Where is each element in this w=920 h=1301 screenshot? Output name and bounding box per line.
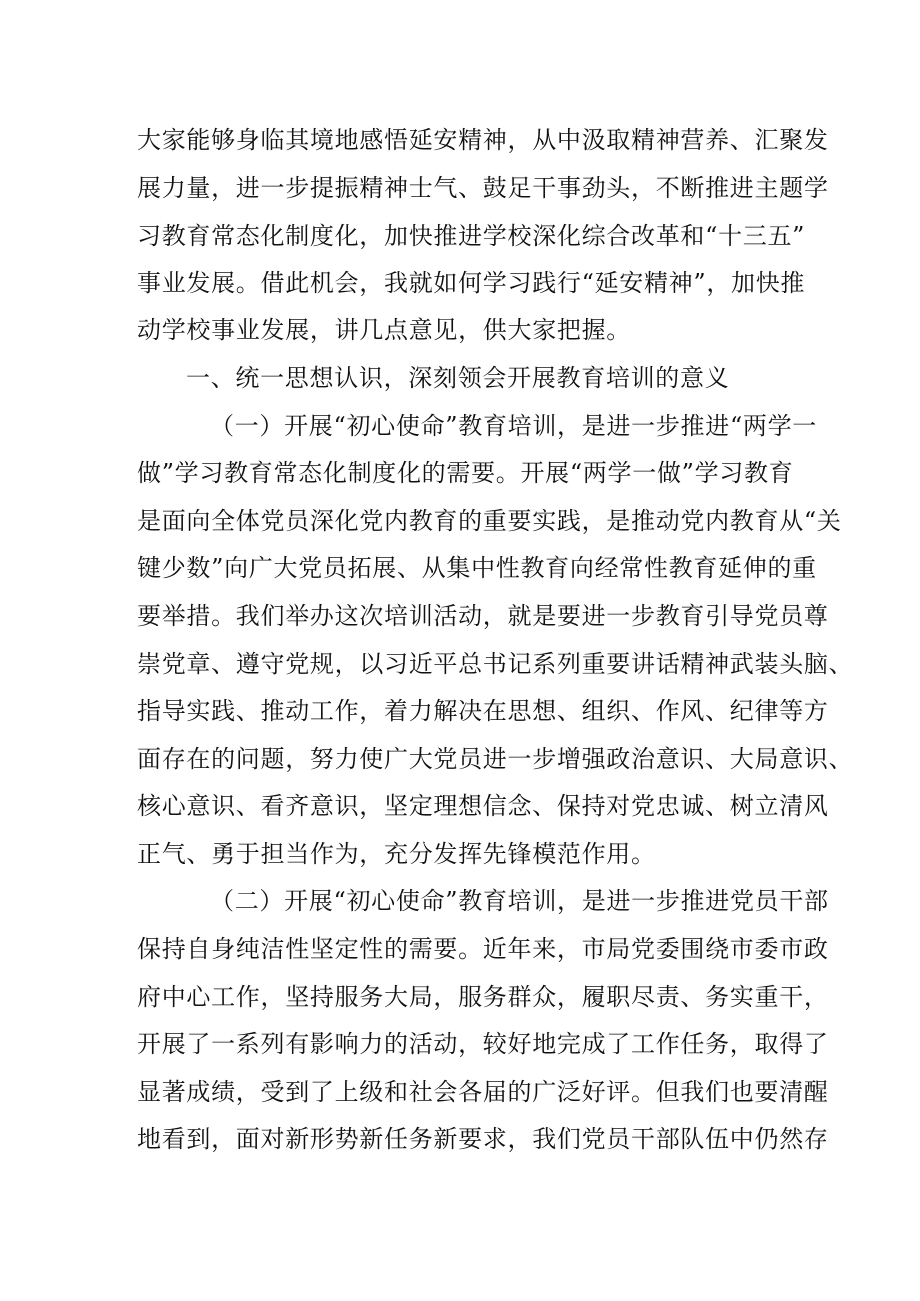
body-text-line: 要举措。我们举办这次培训活动，就是要进一步教育引导党员尊 — [137, 602, 829, 630]
body-text-line: 习教育常态化制度化，加快推进学校深化综合改革和“十三五” — [137, 222, 806, 250]
body-text-line: 键少数”向广大党员拓展、从集中性教育向经常性教育延伸的重 — [137, 554, 817, 582]
body-text-line: 地看到，面对新形势新任务新要求，我们党员干部队伍中仍然存 — [137, 1125, 829, 1153]
subsection-heading-line: （二）开展“初心使命”教育培训，是进一步推进党员干部 — [210, 887, 829, 915]
body-text-line: 府中心工作，坚持服务大局，服务群众，履职尽责、务实重干， — [137, 983, 829, 1011]
body-text-line: 核心意识、看齐意识，坚定理想信念、保持对党忠诚、树立清风 — [137, 792, 829, 820]
body-text-line: 面存在的问题，努力使广大党员进一步增强政治意识、大局意识、 — [137, 745, 854, 773]
body-text-line: 崇党章、遵守党规，以习近平总书记系列重要讲话精神武装头脑、 — [137, 650, 854, 678]
section-heading: 一、统一思想认识，深刻领会开展教育培训的意义 — [186, 364, 730, 392]
body-text-line: 动学校事业发展，讲几点意见，供大家把握。 — [137, 316, 631, 344]
body-text-line: 事业发展。借此机会，我就如何学习践行“延安精神”，加快推 — [137, 269, 806, 297]
body-text-line: 是面向全体党员深化党内教育的重要实践，是推动党内教育从“关 — [137, 507, 842, 535]
subsection-heading-line: （一）开展“初心使命”教育培训，是进一步推进“两学一 — [210, 412, 818, 440]
body-text-line: 保持自身纯洁性坚定性的需要。近年来，市局党委围绕市委市政 — [137, 935, 829, 963]
body-text-line: 开展了一系列有影响力的活动，较好地完成了工作任务，取得了 — [137, 1030, 829, 1058]
body-text-line: 做”学习教育常态化制度化的需要。开展“两学一做”学习教育 — [137, 459, 794, 487]
body-text-line: 显著成绩，受到了上级和社会各届的广泛好评。但我们也要清醒 — [137, 1078, 829, 1106]
body-text-line: 展力量，进一步提振精神士气、鼓足干事劲头，不断推进主题学 — [137, 174, 829, 202]
body-text-line: 大家能够身临其境地感悟延安精神，从中汲取精神营养、汇聚发 — [137, 126, 829, 154]
body-text-line: 正气、勇于担当作为，充分发挥先锋模范作用。 — [137, 840, 656, 868]
body-text-line: 指导实践、推动工作，着力解决在思想、组织、作风、纪律等方 — [137, 697, 829, 725]
